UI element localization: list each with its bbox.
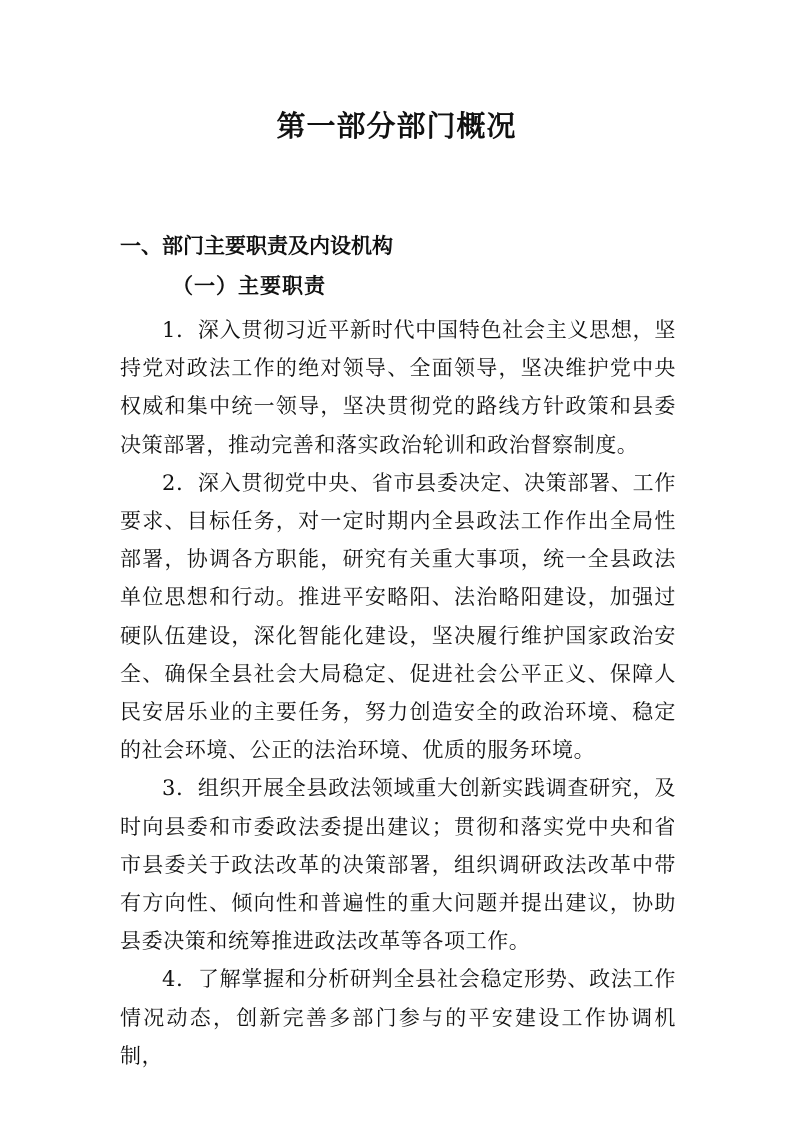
- paragraph-4: 4．了解掌握和分析研判全县社会稳定形势、政法工作情况动态，创新完善多部门参与的平安建设工作协调机制，: [120, 967, 676, 1068]
- page-title: 第一部分部门概况: [276, 109, 517, 143]
- body-text: [120, 311, 676, 1075]
- paragraph-1: 1．深入贯彻习近平新时代中国特色社会主义思想，坚持党对政法工作的绝对领导、全面领导，坚决维护党中央权威和集中统一领导，坚决贯彻党的路线方针政策和县委决策部署，推动完善和落实政治轮训和政治督察制度。: [120, 318, 676, 457]
- section-heading: 一、部门主要职责及内设机构: [120, 234, 393, 258]
- paragraph-2: 2．深入贯彻党中央、省市县委决定、决策部署、工作要求、目标任务，对一定时期内全县政法工作作出全局性部署，协调各方职能，研究有关重大事项，统一全县政法单位思想和行动。推进平安略阳、法治略阳建设，加强过硬队伍建设，深化智能化建设，坚决履行维护国家政治安全、确保全县社会大局稳定、促进社会公平正义、保障人民安居乐业的主要任务，努力创造安全的政治环境、稳定的社会环境、公正的法治环境、优质的服务环境。: [120, 470, 676, 763]
- sub-heading: （一）主要职责: [172, 273, 326, 298]
- paragraph-3: 3．组织开展全县政法领域重大创新实践调查研究，及时向县委和市委政法委提出建议；贯彻和落实党中央和省市县委关于政法改革的决策部署，组织调研政法改革中带有方向性、倾向性和普遍性的重大问题并提出建议，协助县委决策和统筹推进政法改革等各项工作。: [120, 776, 676, 954]
